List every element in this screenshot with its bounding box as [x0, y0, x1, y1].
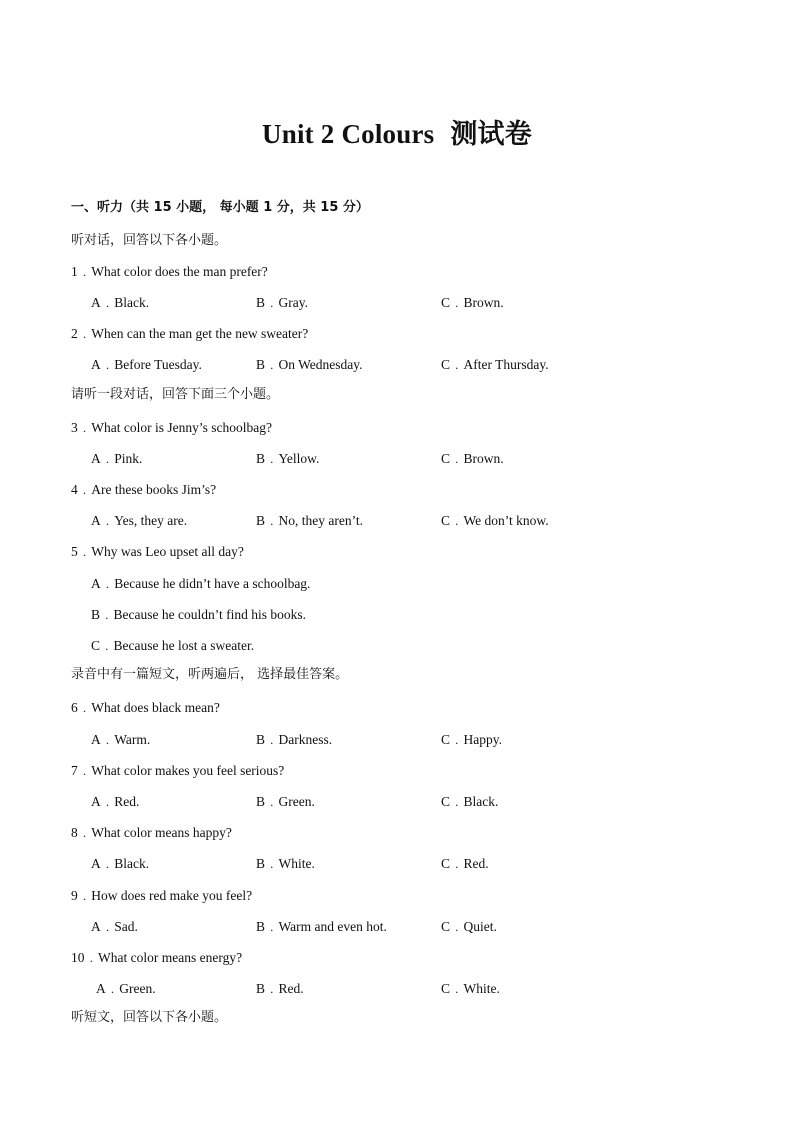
question-6: 6﹒What does black mean?: [71, 700, 220, 715]
q1-option-a: A﹒Black.: [91, 295, 150, 310]
instruction-1: 听对话，回答以下各小题。: [71, 233, 228, 248]
q2-option-c: C﹒After Thursday.: [441, 357, 549, 372]
title-zh: 测试卷: [450, 119, 532, 150]
q5-option-a: A﹒Because he didn’t have a schoolbag.: [91, 576, 311, 591]
question-3: 3﹒What color is Jenny’s schoolbag?: [71, 420, 272, 435]
question-10: 10﹒What color means energy?: [71, 950, 243, 965]
q9-option-a: A﹒Sad.: [91, 919, 138, 934]
question-5: 5﹒Why was Leo upset all day?: [71, 544, 244, 559]
question-2: 2﹒When can the man get the new sweater?: [71, 326, 309, 341]
q8-option-c: C﹒Red.: [441, 856, 489, 871]
q4-option-b: B﹒No, they aren’t.: [256, 513, 363, 528]
q4-option-c: C﹒We don’t know.: [441, 513, 549, 528]
q2-option-a: A﹒Before Tuesday.: [91, 357, 202, 372]
q3-option-a: A﹒Pink.: [91, 451, 143, 466]
q6-option-a: A﹒Warm.: [91, 732, 151, 747]
instruction-4: 听短文，回答以下各小题。: [71, 1010, 228, 1025]
q8-option-b: B﹒White.: [256, 856, 315, 871]
q10-option-b: B﹒Red.: [256, 981, 304, 996]
q6-option-b: B﹒Darkness.: [256, 732, 333, 747]
q3-option-c: C﹒Brown.: [441, 451, 504, 466]
q6-option-c: C﹒Happy.: [441, 732, 502, 747]
page-title: [0, 112, 794, 151]
question-9: 9﹒How does red make you feel?: [71, 888, 253, 903]
instruction-3: 录音中有一篇短文，听两遍后， 选择最佳答案。: [71, 667, 349, 682]
q2-option-b: B﹒On Wednesday.: [256, 357, 363, 372]
q10-option-c: C﹒White.: [441, 981, 500, 996]
question-1: 1﹒What color does the man prefer?: [71, 264, 268, 279]
question-4: 4﹒Are these books Jim’s?: [71, 482, 217, 497]
q7-option-c: C﹒Black.: [441, 794, 499, 809]
q9-option-b: B﹒Warm and even hot.: [256, 919, 387, 934]
q7-option-b: B﹒Green.: [256, 794, 315, 809]
q5-option-b: B﹒Because he couldn’t find his books.: [91, 607, 306, 622]
q9-option-c: C﹒Quiet.: [441, 919, 497, 934]
question-8: 8﹒What color means happy?: [71, 825, 232, 840]
section-heading: 一、听力（共 15 小题， 每小题 1 分，共 15 分）: [71, 200, 369, 215]
q1-option-b: B﹒Gray.: [256, 295, 308, 310]
q3-option-b: B﹒Yellow.: [256, 451, 320, 466]
q5-option-c: C﹒Because he lost a sweater.: [91, 638, 255, 653]
q7-option-a: A﹒Red.: [91, 794, 140, 809]
q10-option-a: A﹒Green.: [96, 981, 156, 996]
q1-option-c: C﹒Brown.: [441, 295, 504, 310]
q8-option-a: A﹒Black.: [91, 856, 150, 871]
q4-option-a: A﹒Yes, they are.: [91, 513, 188, 528]
question-7: 7﹒What color makes you feel serious?: [71, 763, 285, 778]
instruction-2: 请听一段对话，回答下面三个小题。: [71, 387, 280, 402]
title-en: Unit 2 Colours: [262, 119, 435, 149]
